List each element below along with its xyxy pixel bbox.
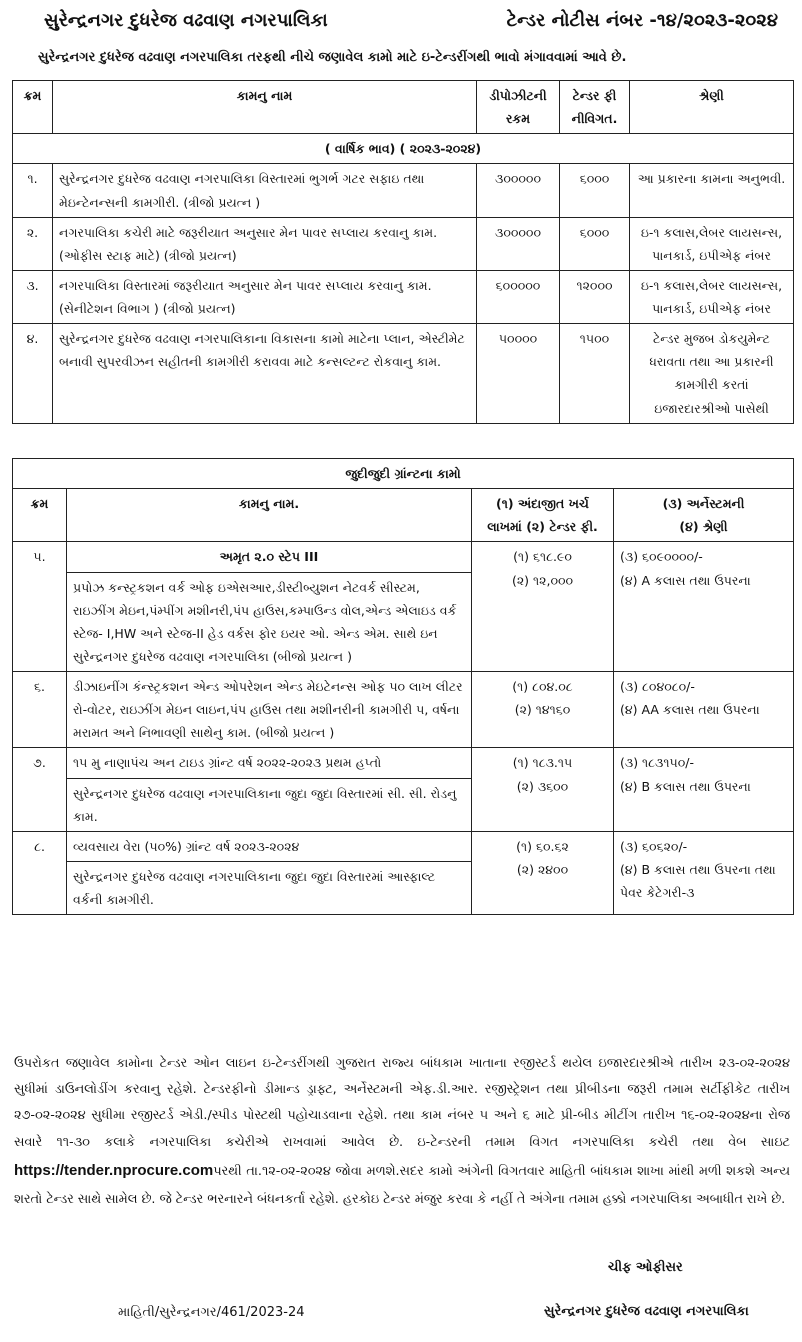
row-category: ઇ-૧ કલાસ,લેબર લાયસન્સ, પાનકાર્ડ, ઇપીએફ નંબર bbox=[630, 217, 794, 270]
table-row bbox=[13, 217, 794, 270]
row-no: ૨. bbox=[13, 217, 53, 270]
row-fee: ૧૫૦૦ bbox=[560, 324, 630, 424]
terms-paragraph bbox=[14, 1051, 790, 1213]
row-category: આ પ્રકારના કામના અનુભવી. bbox=[630, 164, 794, 217]
section-row bbox=[13, 459, 794, 489]
section-title: ( વાર્ષિક ભાવ) ( ૨૦૨૩-૨૦૨૪) bbox=[13, 134, 794, 164]
tender-website-link[interactable]: https://tender.nprocure.com bbox=[14, 1161, 214, 1179]
signatory-title: ચીફ ઓફીસર bbox=[608, 1260, 683, 1275]
section-row bbox=[13, 134, 794, 164]
row-work: સુરેન્દ્રનગર દુધરેજ વઢવાણ નગરપાલિકા વિસ્તારમાં ભુગર્ભ ગટર સફાઇ તથા મેઇન્ટેનન્સની કામગીરી. (ત્રીજો પ્રયત્ન ) bbox=[53, 164, 477, 217]
table-row bbox=[13, 164, 794, 217]
row-no: ૮. bbox=[13, 831, 67, 914]
col-header-deposit: ડીપોઝીટની રકમ bbox=[477, 81, 560, 134]
row-cost-fee: (૧) ૬૦.૬૨ (૨) ૨૪૦૦ bbox=[472, 831, 614, 914]
row-fee: ૬૦૦૦ bbox=[560, 164, 630, 217]
row-cost-fee: (૧) ૬૧૮.૯૦ (૨) ૧૨,૦૦૦ bbox=[472, 542, 614, 672]
table-row bbox=[13, 672, 794, 748]
col-header-emd-category: (૩) અર્નેસ્ટમની (૪) શ્રેણી bbox=[614, 489, 794, 542]
table-header-row bbox=[13, 81, 794, 134]
row-deposit: ૬૦૦૦૦૦ bbox=[477, 270, 560, 323]
row-category: ટેન્ડર મુજબ ડોકયુમેન્ટ ધરાવતા તથા આ પ્રકારની કામગીરી કરતાં ઇજારદારશ્રીઓ પાસેથી bbox=[630, 324, 794, 424]
signatory-organization: સુરેન્દ્રનગર દુધરેજ વઢવાણ નગરપાલિકા bbox=[544, 1304, 749, 1319]
row-cost-fee: (૧) ૧૮૩.૧૫ (૨) ૩૬૦૦ bbox=[472, 748, 614, 831]
row-no: ૭. bbox=[13, 748, 67, 831]
intro-line: સુરેન્દ્રનગર દુધરેજ વઢવાણ નગરપાલિકા તરફથી નીચે જણાવેલ કામો માટે ઇ-ટેન્ડરીંગથી ભાવો મંગાવવામાં આવે છે. bbox=[38, 50, 627, 65]
col-header-work: કામનુ નામ. bbox=[67, 489, 472, 542]
row-fee: ૧૨૦૦૦ bbox=[560, 270, 630, 323]
row-no: ૧. bbox=[13, 164, 53, 217]
annual-works-table bbox=[12, 80, 794, 424]
table-row bbox=[13, 831, 794, 861]
row-work: સુરેન્દ્રનગર દુધરેજ વઢવાણ નગરપાલિકાના વિકાસના કામો માટેના પ્લાન, એસ્ટીમેટ બનાવી સુપરવીઝન સહીતની કામગીરી કરાવવા માટે કન્સલ્ટન્ટ રોકવાનુ કામ. bbox=[53, 324, 477, 424]
row-description: સુરેન્દ્રનગર દુધરેજ વઢવાણ નગરપાલિકાના જુદા જુદા વિસ્તારમાં આસ્ફાલ્ટ વર્કની કામગીરી. bbox=[67, 861, 472, 914]
table-row bbox=[13, 542, 794, 572]
row-description: ડીઝાઇનીંગ કંન્સ્ટ્રકશન એન્ડ ઓપરેશન એન્ડ મેઇટેનન્સ ઓફ ૫૦ લાખ લીટર રો-વોટર, રાઇઝીંગ મેઇન લાઇન,પંપ હાઉસ તથા મશીનરીની કામગીરી ૫, વર્ષના મરામત અને નિભાવણી સાથેનુ કામ. (બીજો પ્રયત્ન ) bbox=[67, 672, 472, 748]
table-row bbox=[13, 324, 794, 424]
row-no: ૪. bbox=[13, 324, 53, 424]
row-emd-category: (૩) ૬૦૯૦૦૦૦/- (૪) A કલાસ તથા ઉપરના bbox=[614, 542, 794, 672]
row-no: ૫. bbox=[13, 542, 67, 672]
row-emd-category: (૩) ૮૦૪૦૮૦/- (૪) AA કલાસ તથા ઉપરના bbox=[614, 672, 794, 748]
terms-text-a: ઉપરોકત જણાવેલ કામોના ટેન્ડર ઓન લાઇન ઇ-ટેન્ડરીંગથી ગુજરાત રાજ્ય બાંધકામ ખાતાના રજીસ્ટર્ડ થયેલ ઇજારદારશ્રીએ તારીખ ૨૩-૦૨-૨૦૨૪ સુધીમાં ડાઉનલોડીંગ કરવાનુ રહેશે. ટેન્ડરફીનો ડીમાન્ડ ડ્રાફ્ટ, અર્નેસ્ટમની એફ.ડી.આર. રજીસ્ટ્રેશન તથા પ્રીબીડના જરૂરી તમામ સર્ટીફીકેટ તારીખ ૨૭-૦૨-૨૦૨૪ સુધીમા રજીસ્ટર્ડ એડી./સ્પીડ પોસ્ટથી પહોચાડવાના રહેશે. તથા કામ નંબર ૫ અને ૬ માટે પ્રી-બીડ મીટીંગ તારીખ ૧૬-૦૨-૨૦૨૪ના રોજ સવારે ૧૧-૩૦ કલાકે નગરપાલિકા કચેરીએ રાખવામાં આવેલ છે. ઇ-ટેન્ડરની તમામ વિગત નગરપાલિકા કચેરી તથા વેબ સાઇટ bbox=[14, 1056, 790, 1150]
row-category: ઇ-૧ કલાસ,લેબર લાયસન્સ, પાનકાર્ડ, ઇપીએફ નંબર bbox=[630, 270, 794, 323]
col-header-no: ક્રમ bbox=[13, 489, 67, 542]
tender-notice-number: ટેન્ડર નોટીસ નંબર -૧૪/૨૦૨૩-૨૦૨૪ bbox=[506, 10, 778, 31]
terms-text-b: પરથી તા.૧૨-૦૨-૨૦૨૪ જોવા મળશે.સદર કામો અંગેની વિગતવાર માહિતી બાંધકામ શાખા માંથી મળી શકશે અન્ય શરતો ટેન્ડર સાથે સામેલ છે. જે ટેન્ડર ભરનારને બંધનકર્તા રહેશે. હરકોઇ ટેન્ડર મંજુર કરવા કે નહીં તે અંગેના તમામ હક્કો નગરપાલિકા અબાધીત રાખે છે. bbox=[14, 1163, 790, 1207]
section-title: જુદીજુદી ગ્રાંન્ટના કામો bbox=[13, 459, 794, 489]
row-work: નગરપાલિકા વિસ્તારમાં જરૂરીયાત અનુસાર મેન પાવર સપ્લાય કરવાનુ કામ. (સેનીટેશન વિભાગ ) (ત્રીજો પ્રયત્ન) bbox=[53, 270, 477, 323]
row-no: ૩. bbox=[13, 270, 53, 323]
row-cost-fee: (૧) ૮૦૪.૦૮ (૨) ૧૪૧૬૦ bbox=[472, 672, 614, 748]
row-deposit: ૫૦૦૦૦ bbox=[477, 324, 560, 424]
grant-works-table bbox=[12, 458, 794, 915]
col-header-work: કામનુ નામ bbox=[53, 81, 477, 134]
row-title: ૧૫ મુ નાણાપંચ અન ટાઇડ ગ્રાંન્ટ વર્ષ ૨૦૨૨-૨૦૨૩ પ્રથમ હપ્તો bbox=[67, 748, 472, 778]
table-row bbox=[13, 748, 794, 778]
row-no: ૬. bbox=[13, 672, 67, 748]
row-description: સુરેન્દ્રનગર દુધરેજ વઢવાણ નગરપાલિકાના જુદા જુદા વિસ્તારમાં સી. સી. રોડનુ કામ. bbox=[67, 778, 472, 831]
col-header-no: ક્રમ bbox=[13, 81, 53, 134]
table-row bbox=[13, 270, 794, 323]
row-emd-category: (૩) ૬૦૬૨૦/- (૪) B કલાસ તથા ઉપરના તથા પેવર કેટેગરી-૩ bbox=[614, 831, 794, 914]
organization-name: સુરેન્દ્રનગર દુધરેજ વઢવાણ નગરપાલિકા bbox=[44, 10, 328, 31]
table-header-row bbox=[13, 489, 794, 542]
row-fee: ૬૦૦૦ bbox=[560, 217, 630, 270]
row-deposit: ૩૦૦૦૦૦ bbox=[477, 164, 560, 217]
row-emd-category: (૩) ૧૮૩૧૫૦/- (૪) B કલાસ તથા ઉપરના bbox=[614, 748, 794, 831]
col-header-cost-fee: (૧) અંદાજીત ખર્ચ લાખમાં (૨) ટેન્ડર ફી. bbox=[472, 489, 614, 542]
row-work: નગરપાલિકા કચેરી માટે જરૂરીયાત અનુસાર મેન પાવર સપ્લાય કરવાનુ કામ. (ઓફીસ સ્ટાફ માટે) (ત્રીજો પ્રયત્ન) bbox=[53, 217, 477, 270]
col-header-category: શ્રેણી bbox=[630, 81, 794, 134]
row-title: વ્યવસાય વેરા (૫૦%) ગ્રાંન્ટ વર્ષ ૨૦૨૩-૨૦૨૪ bbox=[67, 831, 472, 861]
publication-reference: માહિતી/સુરેન્દ્રનગર/461/2023-24 bbox=[118, 1305, 305, 1320]
row-title: અમૃત ૨.૦ સ્ટેપ III bbox=[67, 542, 472, 572]
col-header-fee: ટેન્ડર ફી નીવિગત. bbox=[560, 81, 630, 134]
row-description: પ્રપોઝ કન્સ્ટ્રકશન વર્ક ઓફ ઇએસઆર,ડીસ્ટીબ્યુશન નેટવર્ક સીસ્ટમ, રાઇઝીંગ મેઇન,પંમ્પીંગ મશીનરી,પંપ હાઉસ,કમ્પાઉન્ડ વોલ,એન્ડ એલાઇડ વર્ક સ્ટેજ- I,HW અને સ્ટેજ-II હેડ વર્કસ ફોર ઇયર ઓ. એન્ડ એમ. સાથે ઇન સુરેન્દ્રનગર દુધરેજ વઢવાણ નગરપાલિકા (બીજો પ્રયત્ન ) bbox=[67, 572, 472, 672]
row-deposit: ૩૦૦૦૦૦ bbox=[477, 217, 560, 270]
